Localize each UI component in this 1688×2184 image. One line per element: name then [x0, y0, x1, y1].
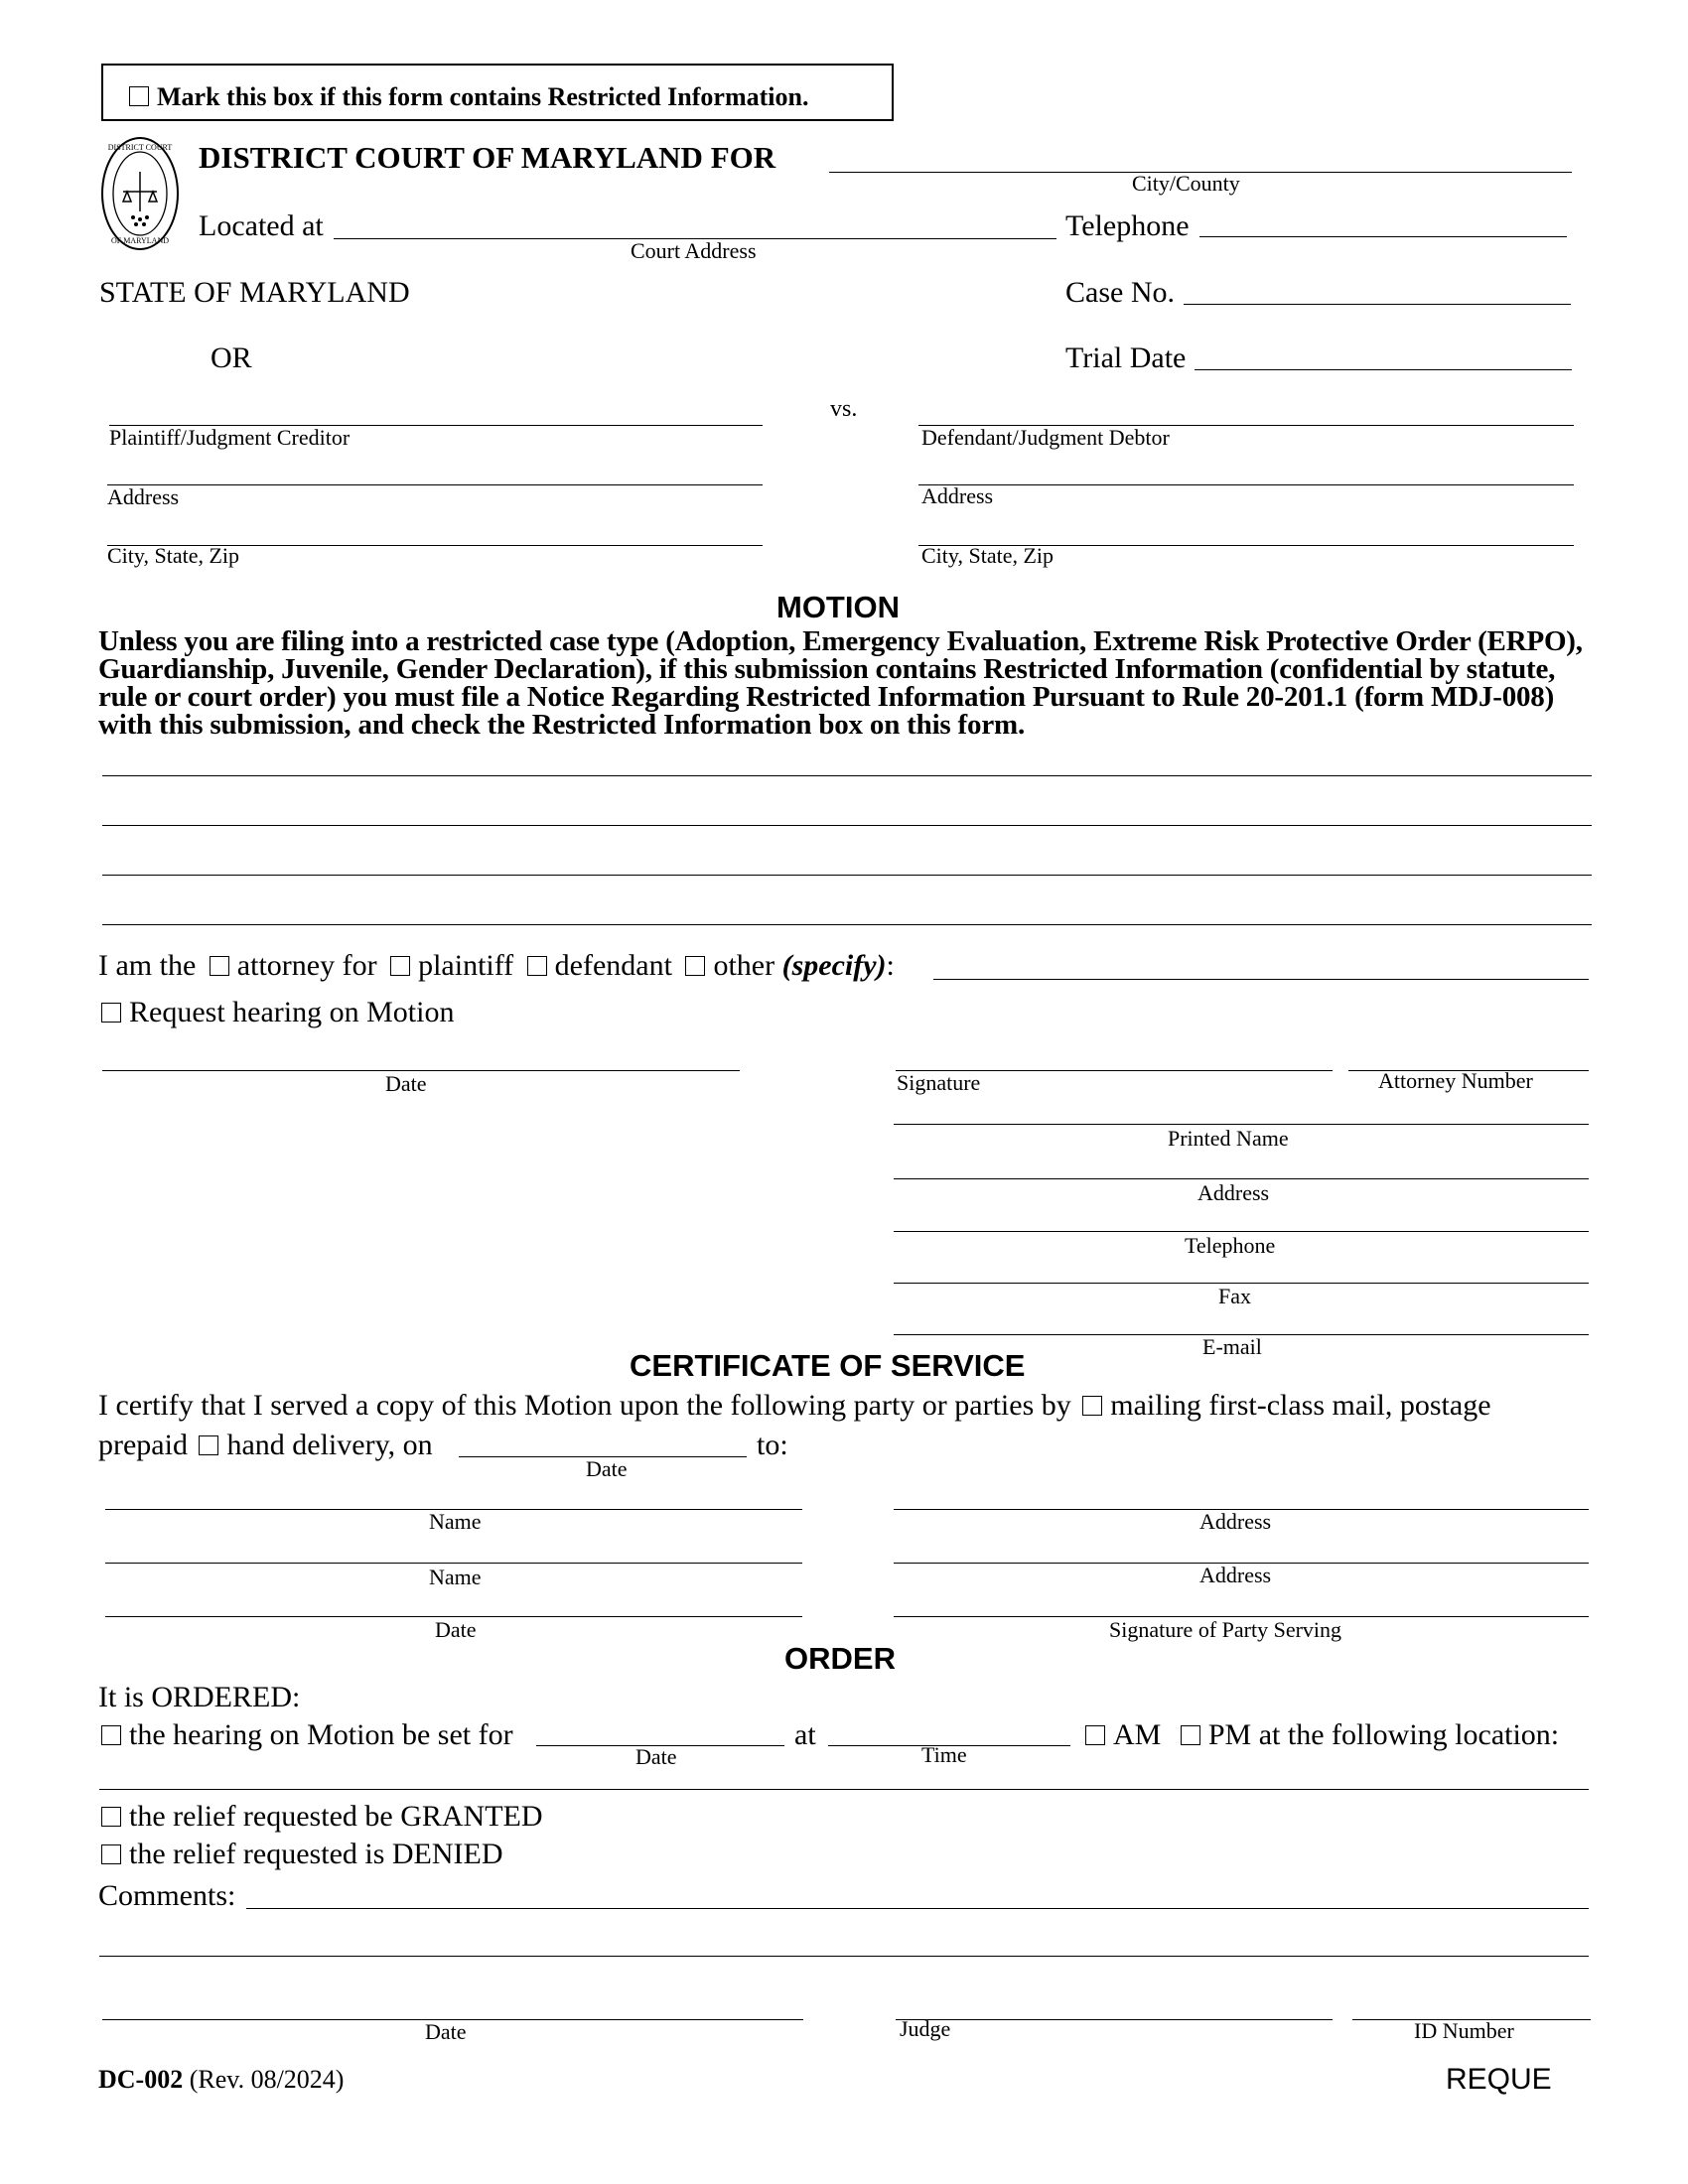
denied-label: the relief requested is DENIED — [129, 1838, 503, 1870]
motion-line-1[interactable] — [102, 775, 1592, 776]
plaintiff-city-label: City, State, Zip — [107, 543, 240, 568]
printed-name-label: Printed Name — [1168, 1126, 1289, 1151]
specify-label: (specify) — [781, 949, 887, 982]
certificate-text: I certify that I served a copy of this Motion upon the following party or parties by — [98, 1389, 1071, 1422]
i-am-the-row — [98, 951, 895, 981]
court-title: DISTRICT COURT OF MARYLAND FOR — [199, 140, 776, 175]
hearing-date-label: Date — [635, 1744, 677, 1769]
certificate-line-1 — [98, 1391, 1491, 1421]
city-county-label: City/County — [1132, 171, 1240, 196]
motion-line-3[interactable] — [102, 875, 1592, 876]
request-hearing-label: Request hearing on Motion — [129, 996, 455, 1028]
restricted-info-row — [129, 84, 808, 110]
case-no-input[interactable] — [1184, 304, 1571, 305]
attorney-address-input[interactable] — [894, 1178, 1589, 1179]
served-address-1-label: Address — [1199, 1509, 1272, 1534]
attorney-email-label: E-mail — [1202, 1334, 1262, 1359]
form-number: DC-002 — [98, 2065, 184, 2094]
served-address-2-label: Address — [1199, 1563, 1272, 1587]
other-label: other — [713, 949, 775, 982]
to-label: to: — [757, 1429, 788, 1461]
other-specify-input[interactable] — [933, 979, 1589, 980]
judge-signature-input[interactable] — [896, 2019, 1333, 2020]
am-pm-row — [1085, 1720, 1559, 1750]
attorney-address-label: Address — [1197, 1180, 1270, 1205]
defendant-label: Defendant/Judgment Debtor — [921, 425, 1170, 450]
prepaid-label: prepaid — [98, 1429, 188, 1461]
denied-checkbox[interactable] — [101, 1844, 121, 1864]
specify-colon: : — [886, 949, 895, 982]
hearing-set-row — [101, 1720, 513, 1750]
hand-delivery-checkbox[interactable] — [199, 1435, 218, 1455]
certificate-heading: CERTIFICATE OF SERVICE — [630, 1348, 1026, 1383]
located-at-label: Located at — [199, 209, 324, 242]
attorney-fax-label: Fax — [1218, 1284, 1251, 1308]
trial-date-input[interactable] — [1195, 369, 1572, 370]
form-revision: (Rev. 08/2024) — [189, 2065, 345, 2094]
attorney-number-label: Attorney Number — [1378, 1068, 1533, 1093]
motion-date-label: Date — [385, 1071, 427, 1096]
court-address-label: Court Address — [631, 238, 757, 263]
hand-delivery-label: hand delivery, on — [226, 1429, 433, 1461]
printed-name-input[interactable] — [894, 1124, 1589, 1125]
defendant-address-label: Address — [921, 483, 994, 508]
order-heading: ORDER — [784, 1641, 896, 1676]
telephone-label: Telephone — [1065, 209, 1190, 242]
motion-heading: MOTION — [776, 590, 900, 624]
mailing-checkbox[interactable] — [1082, 1396, 1102, 1416]
judge-label: Judge — [900, 2016, 951, 2041]
attorney-for-label: attorney for — [236, 949, 377, 982]
party-signature-label: Signature of Party Serving — [1109, 1617, 1342, 1642]
attorney-telephone-input[interactable] — [894, 1231, 1589, 1232]
served-name-2-input[interactable] — [105, 1563, 802, 1564]
form-number-row — [98, 2067, 344, 2093]
served-date-label: Date — [435, 1617, 477, 1642]
at-label: at — [794, 1718, 816, 1751]
hearing-time-label: Time — [921, 1742, 967, 1767]
plaintiff-label-check: plaintiff — [418, 949, 514, 982]
other-checkbox[interactable] — [685, 956, 705, 976]
pm-location-label: PM at the following location: — [1207, 1718, 1560, 1751]
request-hearing-checkbox[interactable] — [101, 1003, 121, 1023]
denied-row — [101, 1840, 503, 1869]
seal-text-top: DISTRICT COURT — [107, 143, 173, 152]
case-no-label: Case No. — [1065, 276, 1175, 309]
plaintiff-address-input[interactable] — [107, 484, 763, 485]
state-of-maryland: STATE OF MARYLAND — [99, 276, 410, 309]
defendant-label-check: defendant — [554, 949, 672, 982]
reque-label: REQUE — [1446, 2063, 1552, 2096]
am-checkbox[interactable] — [1085, 1725, 1105, 1745]
am-label: AM — [1113, 1718, 1162, 1751]
motion-line-2[interactable] — [102, 825, 1592, 826]
granted-row — [101, 1802, 543, 1832]
request-hearing-row — [101, 998, 454, 1027]
it-is-ordered: It is ORDERED: — [98, 1681, 301, 1713]
attorney-telephone-label: Telephone — [1185, 1233, 1276, 1258]
vs-label: vs. — [830, 396, 858, 422]
signature-label: Signature — [897, 1070, 981, 1095]
seal-text-bottom: OF MARYLAND — [110, 236, 170, 245]
restricted-info-label: Mark this box if this form contains Restricted Information. — [157, 82, 809, 111]
trial-date-label: Trial Date — [1065, 341, 1187, 374]
attorney-checkbox[interactable] — [210, 956, 229, 976]
mailing-label: mailing first-class mail, postage — [1110, 1389, 1491, 1422]
motion-line-4[interactable] — [102, 924, 1592, 925]
defendant-address-input[interactable] — [918, 484, 1574, 485]
hearing-set-label: the hearing on Motion be set for — [129, 1718, 513, 1751]
telephone-input[interactable] — [1199, 236, 1567, 237]
plaintiff-address-label: Address — [107, 484, 180, 509]
plaintiff-checkbox[interactable] — [390, 956, 410, 976]
order-date-label: Date — [425, 2019, 467, 2044]
served-name-2-label: Name — [429, 1565, 482, 1589]
or-label: OR — [211, 341, 252, 374]
plaintiff-label: Plaintiff/Judgment Creditor — [109, 425, 351, 450]
defendant-checkbox[interactable] — [527, 956, 547, 976]
restricted-info-checkbox[interactable] — [129, 86, 149, 106]
comments-input-2[interactable] — [99, 1956, 1589, 1957]
i-am-the-label: I am the — [98, 949, 197, 982]
granted-checkbox[interactable] — [101, 1807, 121, 1827]
restricted-notice: Unless you are filing into a restricted case type (Adoption, Emergency Evaluation, Extreme Risk Protective Order (ERPO), Guardianship, Juvenile, Gender Declaration), if this submission contains Restricted Information (confidential by statute, rule or court order) you must file a Notice Regarding Restricted Information Pursuant to Rule 20-201.1 (form MDJ-008) with this submission, and check the Restricted Information box on this form. — [98, 625, 1583, 741]
service-date-label: Date — [586, 1456, 628, 1481]
hearing-set-checkbox[interactable] — [101, 1725, 121, 1745]
defendant-city-label: City, State, Zip — [921, 543, 1055, 568]
served-name-1-label: Name — [429, 1509, 482, 1534]
comments-label: Comments: — [98, 1879, 236, 1912]
granted-label: the relief requested be GRANTED — [129, 1800, 543, 1833]
hearing-location-input[interactable] — [99, 1789, 1589, 1790]
court-seal-icon — [99, 134, 181, 253]
id-number-label: ID Number — [1414, 2018, 1514, 2043]
certificate-line-2 — [98, 1431, 433, 1460]
pm-checkbox[interactable] — [1181, 1725, 1200, 1745]
comments-input-1[interactable] — [246, 1908, 1589, 1909]
